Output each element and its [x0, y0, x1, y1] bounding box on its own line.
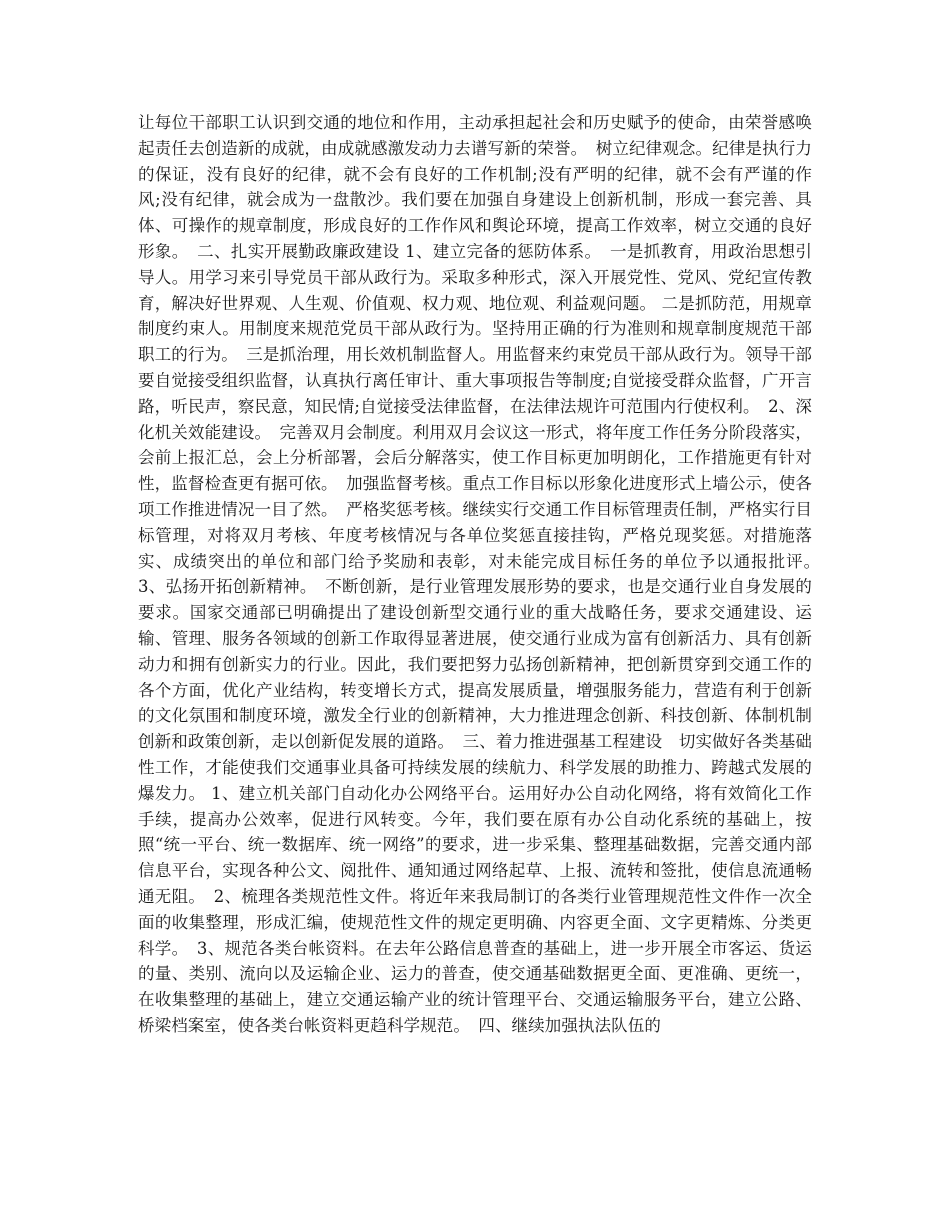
- body-text: 让每位干部职工认识到交通的地位和作用，主动承担起社会和历史赋予的使命，由荣誉感唤起责任去创造新的成就，由成就感激发动力去谱写新的荣誉。 树立纪律观念。纪律是执行力的保证，没有良好的纪律，就不会有良好的工作机制;没有严明的纪律，就不会有严谨的作风;没有纪律，就会成为一盘散沙。我们要在加强自身建设上创新机制，形成一套完善、具体、可操作的规章制度，形成良好的工作作风和舆论环境，提高工作效率，树立交通的良好形象。 二、扎实开展勤政廉政建设 1、建立完备的惩防体系。 一是抓教育，用政治思想引导人。用学习来引导党员干部从政行为。采取多种形式，深入开展党性、党风、党纪宣传教育，解决好世界观、人生观、价值观、权力观、地位观、利益观问题。 二是抓防范，用规章制度约束人。用制度来规范党员干部从政行为。坚持用正确的行为准则和规章制度规范干部职工的行为。 三是抓治理，用长效机制监督人。用监督来约束党员干部从政行为。领导干部要自觉接受组织监督，认真执行离任审计、重大事项报告等制度;自觉接受群众监督，广开言路，听民声，察民意，知民情;自觉接受法律监督，在法律法规许可范围内行使权利。 2、深化机关效能建设。 完善双月会制度。利用双月会议这一形式，将年度工作任务分阶段落实，会前上报汇总，会上分析部署，会后分解落实，使工作目标更加明朗化，工作措施更有针对性，监督检查更有据可依。 加强监督考核。重点工作目标以形象化进度形式上墙公示，使各项工作推进情况一目了然。 严格奖惩考核。继续实行交通工作目标管理责任制，严格实行目标管理，对将双月考核、年度考核情况与各单位奖惩直接挂钩，严格兑现奖惩。对措施落实、成绩突出的单位和部门给予奖励和表彰，对未能完成目标任务的单位予以通报批评。 3、弘扬开拓创新精神。 不断创新，是行业管理发展形势的要求，也是交通行业自身发展的要求。国家交通部已明确提出了建设创新型交通行业的重大战略任务，要求交通建设、运输、管理、服务各领域的创新工作取得显著进展，使交通行业成为富有创新活力、具有创新动力和拥有创新实力的行业。因此，我们要把努力弘扬创新精神，把创新贯穿到交通工作的各个方面，优化产业结构，转变增长方式，提高发展质量，增强服务能力，营造有利于创新的文化氛围和制度环境，激发全行业的创新精神，大力推进理念创新、科技创新、体制机制创新和政策创新，走以创新促发展的道路。 三、着力推进强基工程建设 切实做好各类基础性工作，才能使我们交通事业具备可持续发展的续航力、科学发展的助推力、跨越式发展的爆发力。 1、建立机关部门自动化办公网络平台。运用好办公自动化网络，将有效简化工作手续，提高办公效率，促进行风转变。今年，我们要在原有办公自动化系统的基础上，按照“统一平台、统一数据库、统一网络”的要求，进一步采集、整理基础数据，完善交通内部信息平台，实现各种公文、阅批件、通知通过网络起草、上报、流转和签批，使信息流通畅通无阻。 2、梳理各类规范性文件。将近年来我局制订的各类行业管理规范性文件作一次全面的收集整理，形成汇编，使规范性文件的规定更明确、内容更全面、文字更精炼、分类更科学。 3、规范各类台帐资料。在去年公路信息普查的基础上，进一步开展全市客运、货运的量、类别、流向以及运输企业、运力的普查，使交通基础数据更全面、更准确、更统一，在收集整理的基础上，建立交通运输产业的统计管理平台、交通运输服务平台，建立公路、桥梁档案室，使各类台帐资料更趋科学规范。 四、继续加强执法队伍的: [138, 113, 829, 1035]
